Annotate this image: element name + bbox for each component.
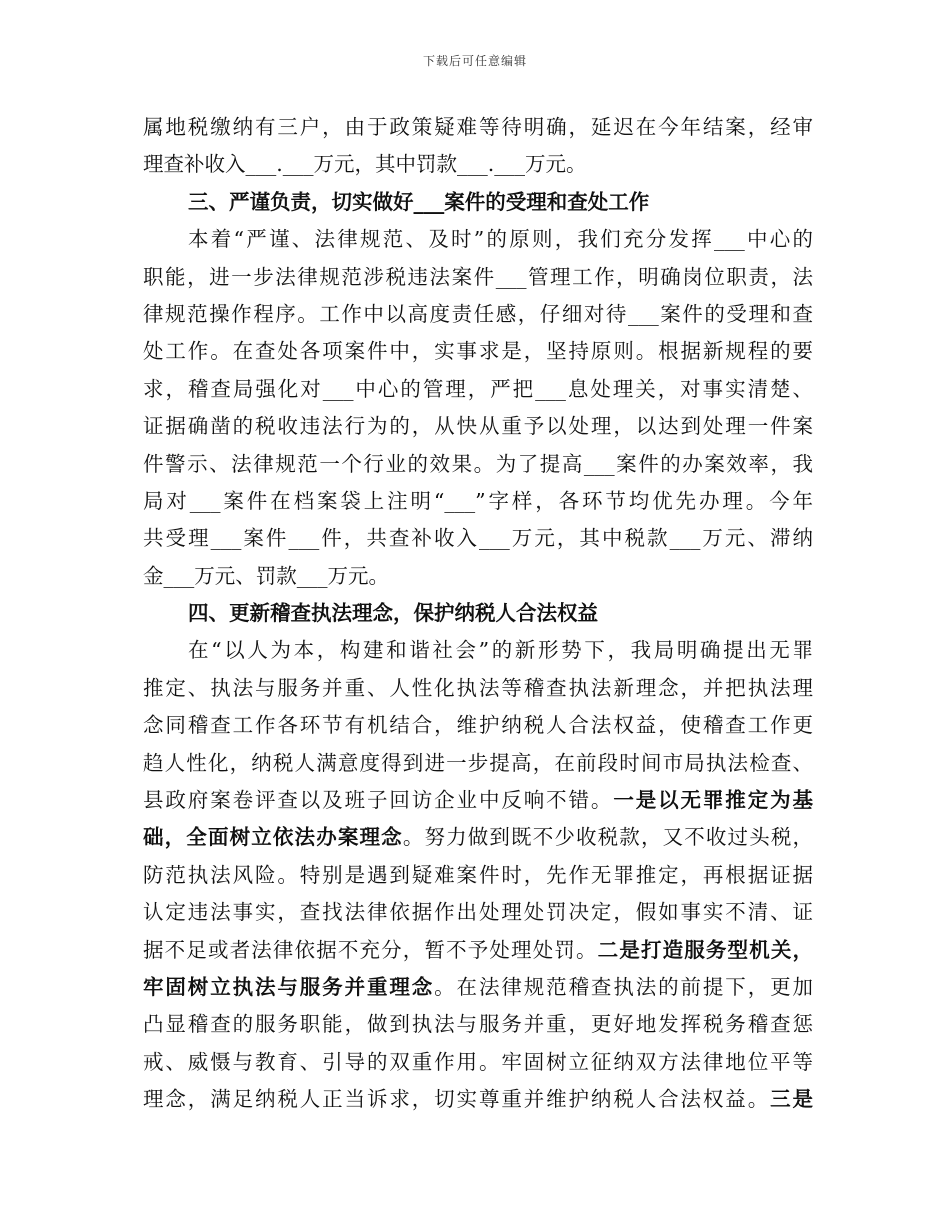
text-line [143,483,813,520]
text-line [143,670,813,707]
text-line [143,333,813,370]
bold-text: 二是打造服务型机关， [597,937,813,962]
text-line [143,894,813,931]
text-line [143,1081,813,1118]
bold-text: 三、严谨负责，切实做好___案件的受理和查处工作 [188,189,650,214]
text-segment: 证据确凿的税收违法行为的，从快从重予以处理，以达到处理一件案 [143,414,813,439]
text-line [143,109,813,146]
text-line [143,558,813,595]
text-line [143,221,813,258]
text-segment: 本着“严谨、法律规范、及时”的原则，我们充分发挥___中心的 [188,227,813,252]
text-segment: 共受理___案件___件，共查补收入___万元，其中税款___万元、滞纳 [143,526,813,551]
text-segment: 据不足或者法律依据不充分，暂不予处理处罚。 [143,937,598,962]
text-segment: 局对___案件在档案袋上注明“___”字样，各环节均优先办理。今年 [143,488,813,513]
text-segment: 律规范操作程序。工作中以高度责任感，仔细对待___案件的受理和查 [143,301,813,326]
text-segment: 戒、威慑与教育、引导的双重作用。牢固树立征纳双方法律地位平等 [143,1049,813,1074]
text-line [143,408,813,445]
text-line [143,1044,813,1081]
text-line [143,632,813,669]
text-line [143,857,813,894]
text-line [143,932,813,969]
text-segment: 县政府案卷评查以及班子回访企业中反响不错。 [143,788,614,813]
text-line [143,745,813,782]
text-line [143,969,813,1006]
text-line [143,520,813,557]
text-line [143,296,813,333]
text-line [143,1006,813,1043]
bold-text: 础，全面树立依法办案理念 [143,825,403,850]
text-segment: 理念，满足纳税人正当诉求，切实尊重并维护纳税人合法权益。 [143,1087,771,1112]
text-line [143,146,813,183]
document-body [143,109,813,1119]
text-segment: 求，稽查局强化对___中心的管理，严把___息处理关，对事实清楚、 [143,376,813,401]
text-segment: 金___万元、罚款___万元。 [143,563,389,588]
bold-text: 牢固树立执法与服务并重理念 [143,974,435,999]
text-segment: 。在法律规范稽查执法的前提下，更加 [434,974,813,999]
text-line [143,782,813,819]
text-line [143,371,813,408]
text-line [143,259,813,296]
bold-text: 三是 [770,1087,813,1112]
text-segment: 推定、执法与服务并重、人性化执法等稽查执法新理念，并把执法理 [143,675,813,700]
text-line [143,446,813,483]
text-segment: 。努力做到既不少收税款，又不收过头税， [402,825,813,850]
text-segment: 认定违法事实，查找法律依据作出处理处罚决定，假如事实不清、证 [143,900,813,925]
text-segment: 属地税缴纳有三户，由于政策疑难等待明确，延迟在今年结案，经审 [143,115,813,139]
text-segment: 防范执法风险。特别是遇到疑难案件时，先作无罪推定，再根据证据 [143,862,813,887]
bold-text: 四、更新稽查执法理念，保护纳税人合法权益 [188,601,598,626]
text-segment: 凸显稽查的服务职能，做到执法与服务并重，更好地发挥税务稽查惩 [143,1012,813,1037]
section-heading [143,595,813,632]
text-segment: 理查补收入___.___万元，其中罚款___.___万元。 [143,152,587,177]
page-header: 下载后可任意编辑 [422,54,527,68]
text-segment: 件警示、法律规范一个行业的效果。为了提高___案件的办案效率，我 [143,451,813,476]
text-segment: 在“以人为本，构建和谐社会”的新形势下，我局明确提出无罪 [188,638,813,663]
text-segment: 职能，进一步法律规范涉税违法案件___管理工作，明确岗位职责，法 [143,264,813,289]
bold-text: 一是以无罪推定为基 [613,788,813,813]
text-line [143,707,813,744]
text-segment: 处工作。在查处各项案件中，实事求是，坚持原则。根据新规程的要 [143,339,813,364]
text-line [143,819,813,856]
text-segment: 念同稽查工作各环节有机结合，维护纳税人合法权益，使稽查工作更 [143,713,813,738]
text-segment: 趋人性化，纳税人满意度得到进一步提高，在前段时间市局执法检查、 [143,750,813,775]
section-heading [143,184,813,221]
